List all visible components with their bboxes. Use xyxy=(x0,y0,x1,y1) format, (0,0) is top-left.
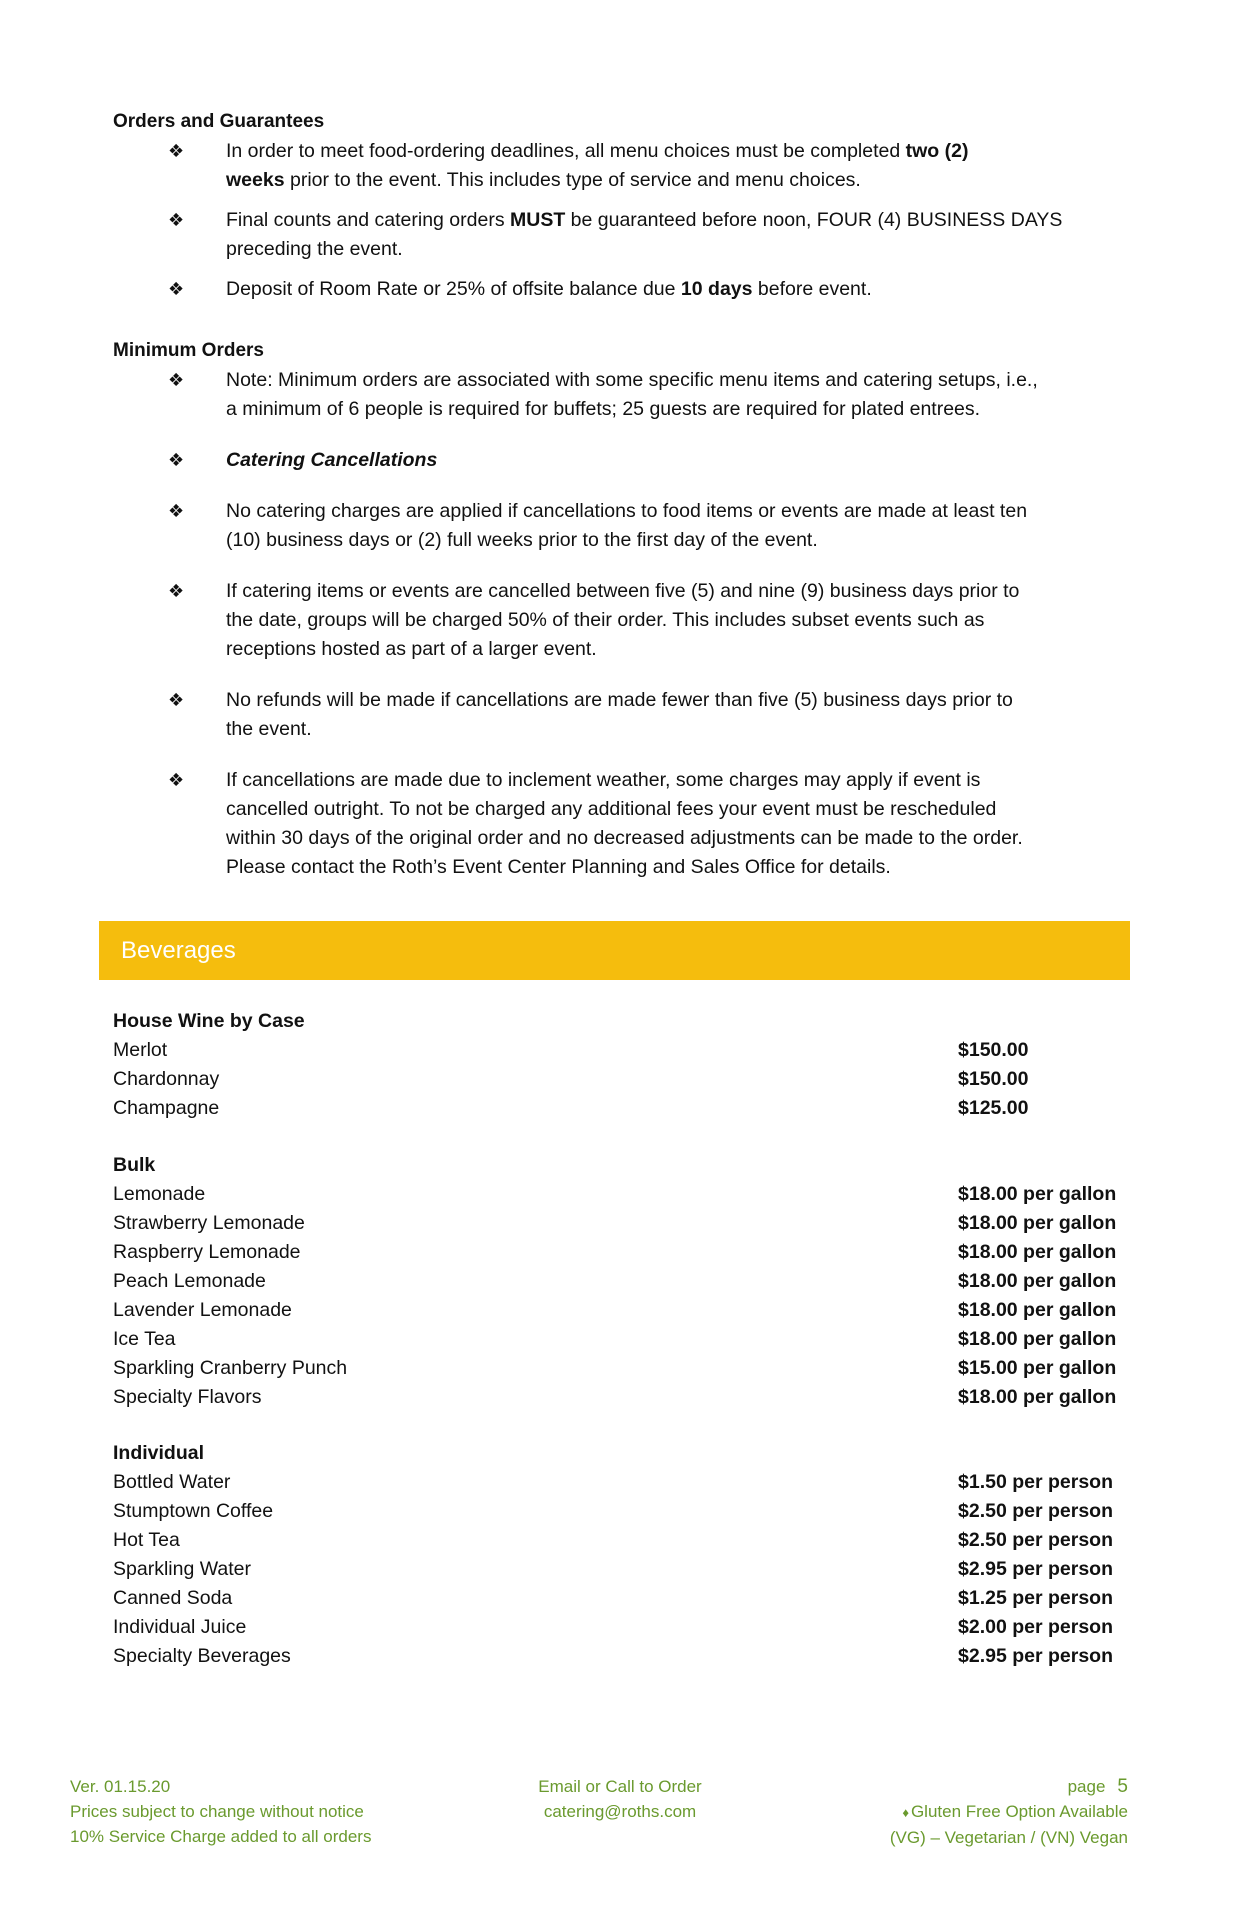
item-name: Hot Tea xyxy=(113,1529,180,1551)
footer-prices-note: Prices subject to change without notice xyxy=(70,1802,364,1821)
footer-version: Ver. 01.15.20 xyxy=(70,1777,171,1796)
menu-row xyxy=(113,1584,1128,1613)
menu-row xyxy=(113,1526,1128,1555)
item-name: Lemonade xyxy=(113,1183,206,1205)
bullet-icon: ❖ xyxy=(168,501,185,521)
footer-center xyxy=(500,1774,740,1824)
bullet-text: prior to the event. This includes type of service and menu choices. xyxy=(284,169,861,191)
item-name: Ice Tea xyxy=(113,1328,176,1350)
item-name: Individual Juice xyxy=(113,1616,247,1638)
beverages-banner: Beverages xyxy=(99,921,1130,980)
bullet-text: In order to meet food-ordering deadlines, all menu choices must be completed xyxy=(226,140,906,162)
bullet-text: If catering items or events are cancelled between five (5) and nine (9) business days prior to xyxy=(226,580,1020,602)
bullet-text: No catering charges are applied if cancellations to food items or events are made at least ten xyxy=(226,500,1028,522)
diamond-icon: ♦ xyxy=(902,1805,909,1820)
item-price: $18.00 per gallon xyxy=(958,1328,1117,1350)
item-price: $2.50 per person xyxy=(958,1529,1113,1551)
bullet-icon: ❖ xyxy=(168,141,185,161)
item-name: Canned Soda xyxy=(113,1587,233,1609)
item-price: $18.00 per gallon xyxy=(958,1241,1117,1263)
item-name: Bottled Water xyxy=(113,1471,231,1493)
footer-gluten-free xyxy=(890,1799,1128,1825)
individual-title: Individual xyxy=(113,1442,205,1464)
bullet-text: (10) business days or (2) full weeks prior to the first day of the event. xyxy=(226,529,818,551)
bullet-text: the event. xyxy=(226,718,312,740)
wine-section xyxy=(113,1007,1128,1123)
item-price: $2.50 per person xyxy=(958,1500,1113,1522)
item-name: Lavender Lemonade xyxy=(113,1299,292,1321)
bullet-text: before event. xyxy=(752,278,872,300)
item-price: $1.25 per person xyxy=(958,1587,1113,1609)
orders-heading: Orders and Guarantees xyxy=(113,111,325,132)
footer-page xyxy=(890,1774,1128,1799)
menu-row xyxy=(113,1642,1128,1671)
menu-row xyxy=(113,1180,1128,1209)
item-name: Strawberry Lemonade xyxy=(113,1212,305,1234)
item-name: Merlot xyxy=(113,1039,168,1061)
footer-email[interactable]: catering@roths.com xyxy=(543,1802,697,1821)
footer-service-charge: 10% Service Charge added to all orders xyxy=(70,1827,372,1846)
bullet-text: within 30 days of the original order and no decreased adjustments can be made to the order. xyxy=(226,827,1023,849)
menu-row xyxy=(113,1267,1128,1296)
bullet-icon: ❖ xyxy=(168,690,185,710)
bullet-icon: ❖ xyxy=(168,581,185,601)
footer-veg-legend: (VG) – Vegetarian / (VN) Vegan xyxy=(889,1828,1128,1847)
menu-row xyxy=(113,1209,1128,1238)
bulk-section xyxy=(113,1151,1128,1412)
bullet-text: Final counts and catering orders xyxy=(226,209,510,231)
menu-row xyxy=(113,1325,1128,1354)
wine-title: House Wine by Case xyxy=(113,1010,305,1032)
list-item xyxy=(113,137,1133,195)
list-item xyxy=(113,206,1133,264)
bullet-icon: ❖ xyxy=(168,279,185,299)
item-price: $18.00 per gallon xyxy=(958,1270,1117,1292)
bullet-icon: ❖ xyxy=(168,450,185,470)
item-price: $2.95 per person xyxy=(958,1558,1113,1580)
list-item xyxy=(113,577,1133,664)
menu-row xyxy=(113,1555,1128,1584)
minimum-list xyxy=(113,366,1133,882)
item-price: $2.00 per person xyxy=(958,1616,1113,1638)
bullet-text: be guaranteed before noon, FOUR (4) BUSINESS DAYS xyxy=(565,209,1063,231)
page-label: page xyxy=(1067,1777,1106,1796)
list-item xyxy=(113,275,1133,304)
item-name: Sparkling Water xyxy=(113,1558,251,1580)
menu-row xyxy=(113,1296,1128,1325)
bullet-text: Deposit of Room Rate or 25% of offsite balance due xyxy=(226,278,681,300)
bullet-text: No refunds will be made if cancellations are made fewer than five (5) business days prior to xyxy=(226,689,1013,711)
item-name: Specialty Beverages xyxy=(113,1645,291,1667)
individual-section xyxy=(113,1439,1128,1671)
item-name: Stumptown Coffee xyxy=(113,1500,274,1522)
list-item xyxy=(113,686,1133,744)
item-price: $150.00 xyxy=(958,1039,1029,1061)
item-name: Sparkling Cranberry Punch xyxy=(113,1357,348,1379)
footer-order-label: Email or Call to Order xyxy=(538,1777,702,1796)
item-price: $18.00 per gallon xyxy=(958,1386,1117,1408)
footer-right xyxy=(890,1774,1128,1850)
bullet-text: the date, groups will be charged 50% of their order. This includes subset events such as xyxy=(226,609,985,631)
list-item xyxy=(113,446,1133,475)
bullet-icon: ❖ xyxy=(168,770,185,790)
item-price: $125.00 xyxy=(958,1097,1029,1119)
list-item xyxy=(113,366,1133,424)
bullet-bold: 10 days xyxy=(680,278,753,300)
menu-row xyxy=(113,1036,1128,1065)
menu-row xyxy=(113,1354,1128,1383)
item-name: Champagne xyxy=(113,1097,220,1119)
gluten-free-text: Gluten Free Option Available xyxy=(910,1802,1128,1821)
bullet-text: Note: Minimum orders are associated with some specific menu items and catering setups, i.e., xyxy=(226,369,1038,391)
menu-row xyxy=(113,1238,1128,1267)
item-price: $1.50 per person xyxy=(958,1471,1113,1493)
menu-row xyxy=(113,1613,1128,1642)
item-price: $150.00 xyxy=(958,1068,1029,1090)
bullet-text: a minimum of 6 people is required for buffets; 25 guests are required for plated entrees. xyxy=(226,398,981,420)
bullet-text: preceding the event. xyxy=(226,238,403,260)
bullet-icon: ❖ xyxy=(168,210,185,230)
bullet-text: receptions hosted as part of a larger event. xyxy=(226,638,597,660)
orders-list xyxy=(113,137,1133,304)
cancellations-subheading: Catering Cancellations xyxy=(226,449,438,471)
item-price: $18.00 per gallon xyxy=(958,1212,1117,1234)
bullet-icon: ❖ xyxy=(168,370,185,390)
footer-left xyxy=(70,1774,371,1849)
item-name: Raspberry Lemonade xyxy=(113,1241,301,1263)
bullet-text: cancelled outright. To not be charged any additional fees your event must be rescheduled xyxy=(226,798,997,820)
bullet-bold: MUST xyxy=(510,209,566,231)
item-name: Peach Lemonade xyxy=(113,1270,266,1292)
menu-row xyxy=(113,1497,1128,1526)
item-price: $2.95 per person xyxy=(958,1645,1113,1667)
menu-row xyxy=(113,1065,1128,1094)
menu-row xyxy=(113,1094,1128,1123)
bullet-bold: two (2) xyxy=(905,140,969,162)
menu-row xyxy=(113,1383,1128,1412)
bullet-text: Please contact the Roth’s Event Center Planning and Sales Office for details. xyxy=(226,856,891,878)
item-price: $15.00 per gallon xyxy=(958,1357,1117,1379)
list-item xyxy=(113,497,1133,555)
item-name: Specialty Flavors xyxy=(113,1386,262,1408)
item-price: $18.00 per gallon xyxy=(958,1299,1117,1321)
list-item xyxy=(113,766,1133,882)
menu-row xyxy=(113,1468,1128,1497)
bulk-title: Bulk xyxy=(113,1154,156,1176)
item-price: $18.00 per gallon xyxy=(958,1183,1117,1205)
minimum-heading: Minimum Orders xyxy=(113,340,264,361)
bullet-text: If cancellations are made due to inclement weather, some charges may apply if event is xyxy=(226,769,981,791)
bullet-bold: weeks xyxy=(226,169,285,191)
item-name: Chardonnay xyxy=(113,1068,220,1090)
page-number: 5 xyxy=(1117,1776,1128,1797)
